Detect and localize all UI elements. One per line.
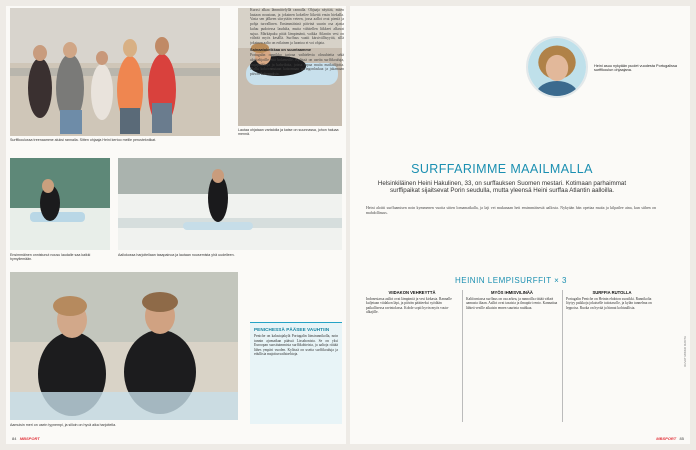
caption-2: Lautaa ohjataan vartalolla ja katse on suunnassa, johon haluaa mennä.: [238, 128, 339, 137]
favourite-2-title: MYÖS IHMISVILINÄÄ: [491, 290, 533, 295]
favourite-3-title: SURFFIA RUTOLLA: [592, 290, 632, 295]
favourite-1-title: VIIDAKON VEHREYTTÄ: [388, 290, 436, 295]
caption-3: Ensimmäinen onnistunut nousu laudalle saa kaikki hymyilemään.: [10, 253, 91, 262]
caption-4: Aallokossa harjoitellaan tasapainoa ja lautaan nousemista yhä uudelleen.: [118, 253, 235, 257]
two-surfers-photo: [10, 272, 238, 420]
caption-1: Surffikoulussa treenaamme aluksi rannalla. Sitten ohjaaja Heini kertoo meille perustekniikat.: [10, 138, 157, 142]
right-folio: [656, 436, 684, 441]
page-number-right: 85: [679, 436, 684, 441]
article-deck: Helsinkiläinen Heini Hakulinen, 33, on surffauksen Suomen mestari. Kotimaan parhaimmat surffipaikat sijaitsevat Porin seudulla, mutta yleensä Heini surffaa Atlantin aalloilla.: [377, 180, 627, 195]
sidebar-text: Peniche on kalastajakylä Portugalin länsirannikolla, noin tunnin ajomatkan päässä Lissabonista. Se on yksi Euroopan suosituimmista surffikohteista, ja aaltoja riittää lähes ympäri vuoden. Kylässä on useita surffikouluja ja edullisia majoitusvaihtoehtoja.: [254, 334, 338, 356]
surfer-water-photo: [10, 158, 110, 250]
sidebar-title: PENICHESSÄ PÄÄSEE VAUHTIIN: [254, 327, 330, 332]
favourites-heading: HEININ LEMPISURFFIT × 3: [454, 276, 568, 285]
favourite-2: [466, 290, 558, 310]
column-divider-1: [462, 290, 463, 422]
body-text-1: Kurssi alkaa lämmittelyllä rannalla. Ohjaaja näyttää, miten lautaan noustaan, ja jokainen kokeilee liikettä ensin hiekalla. Vasta sen jälkeen siirrytään veteen, jossa aallot ovat pieniä ja pohja turvallinen. Ensimmäisinä päivinä suurin osa ajasta kuluu pudotessa laudalta, mutta vähitellen liikkeet alkavat sujua. Märkäpuku pitää lämpimänä, vaikka Atlantin vesi on viileää myös kesällä. Surffaus vaatii kärsivällisyyttä, sillä jokainen aalto on erilainen ja luontoa ei voi ohjata.: [250, 8, 344, 45]
heini-portrait: [526, 36, 588, 98]
body-column-main: [250, 8, 344, 314]
brand-logo-right: MBSPORT: [656, 436, 677, 441]
brand-logo: MBSPORT: [19, 436, 40, 441]
page-number-left: 84: [12, 436, 17, 441]
body-text-2: Portugalin rannikko tarjoaa vaihtelevia olosuhteita sekä aloittelijoille että kokeneille. Kylässä on useita surffikouluja, majapaikkoja ja kahviloita, joissa tapaa muita matkailijoita. Illalla kokoonnutaan katsomaan auringonlaskua ja jakamaan päivän kokemuksia.: [250, 53, 344, 77]
right-page: [350, 6, 690, 444]
favourite-3: [566, 290, 658, 310]
favourite-3-text: Portugalin Peniche on Heinin ehdoton suosikki. Rannikolta löytyy paikkoja jokaiselle taitotasolle, ja kylän tunnelma on leppoisa. Ruoka on hyvää ja hinnat kohtuullisia.: [566, 297, 652, 310]
column-divider-2: [562, 290, 563, 422]
favourite-1: [366, 290, 458, 315]
peniche-sidebar: [250, 322, 342, 424]
favourite-2-text: Kaliforniassa surffaus on osa arkea, ja rannoilla riittää väkeä aamusta iltaan. Aallot ovat tasaisia ja ilmapiiri rento. Kannattaa lähteä vesille aikaisin ennen suurinta ruuhkaa.: [466, 297, 558, 310]
article-title: SURFFARIMME MAAILMALLA: [411, 162, 593, 176]
subheading-1: Sainaatakeikkaa on suuntaamme: [250, 46, 311, 52]
intro-text: Heini aloitti surffaamisen noin kymmenen vuotta sitten lomamatkalla, ja laji vei mukanaan heti ensimmäisestä aallosta. Nykyään hän opettaa muita ja kilpailee aina, kun siihen on mahdollisuus.: [366, 206, 656, 215]
group-beach-photo: [10, 8, 220, 136]
left-folio: [12, 436, 40, 441]
caption-5: Aamuisin meri on usein tyynempi, ja silloin on hyvä aika harjoitella.: [10, 423, 117, 427]
photo-credit-strip: KUVAT MIKKO RANTA: [683, 336, 687, 367]
favourite-1-text: Indonesiassa aallot ovat lämpimiä ja vesi kirkasta. Rannalle kuljetaan viidakon läpi, ja päivän päätteeksi syödään paikallisessa ravintolassa. Kohde sopii hyvin myös vasta-alkajille.: [366, 297, 452, 315]
portrait-caption: Heini asuu nykyään puolet vuodesta Portugalissa surffikoulun ohjaajana.: [594, 64, 677, 73]
